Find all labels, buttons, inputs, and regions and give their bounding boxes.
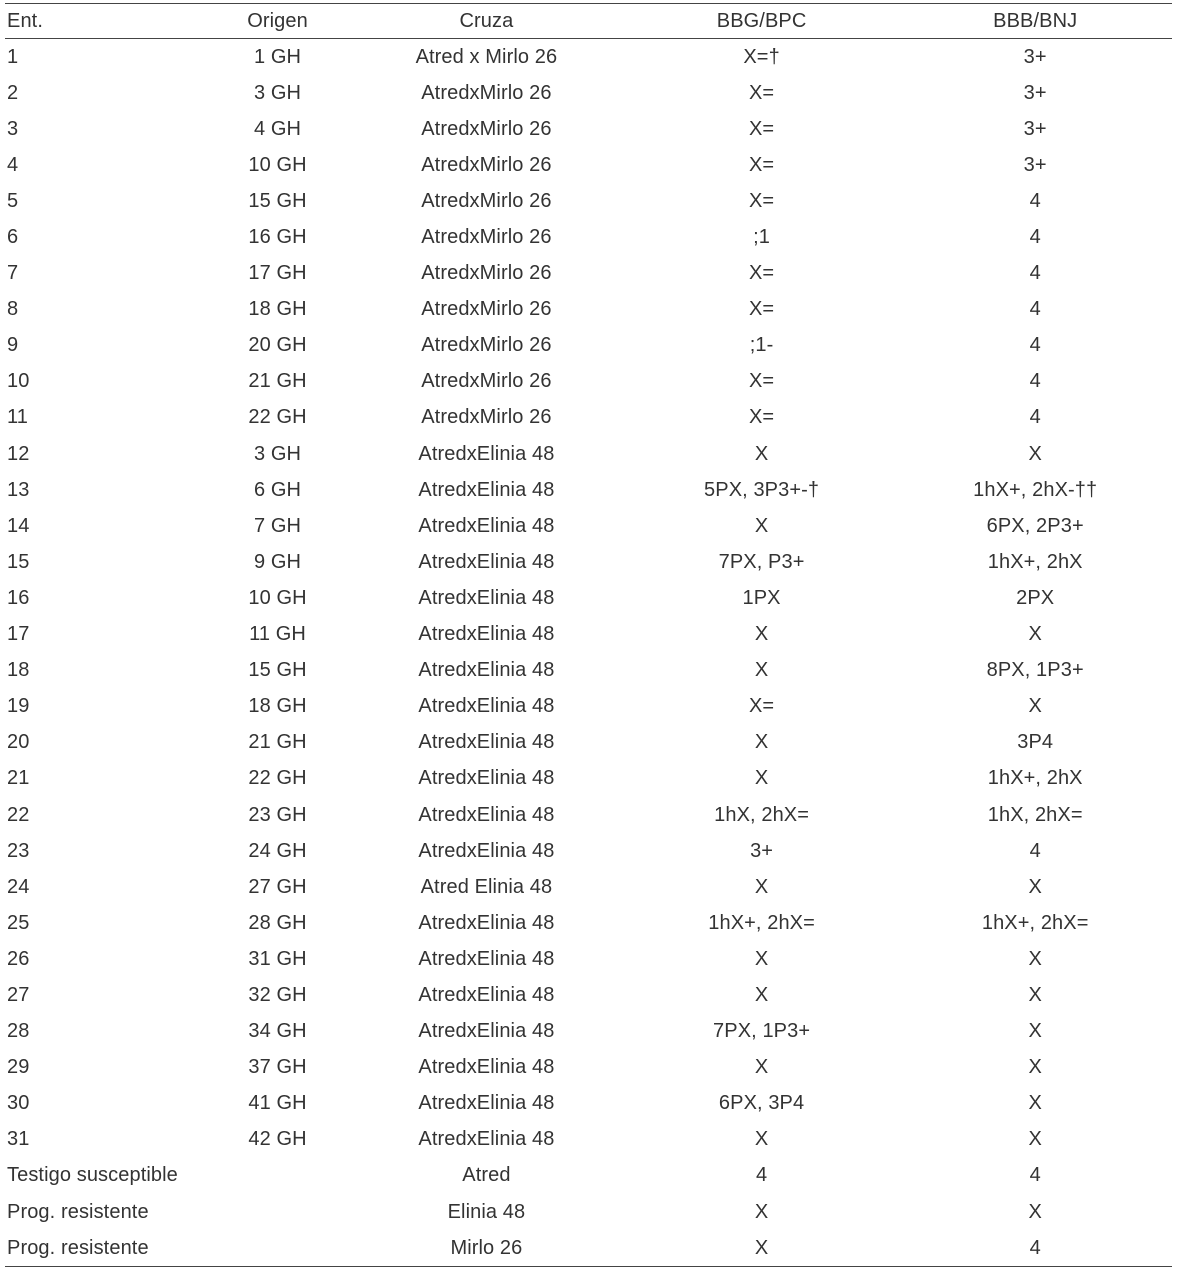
table-row [5, 725, 1172, 761]
cell-ent: 20 [7, 731, 30, 754]
cell-ent: 6 [7, 226, 19, 249]
cell-bbg-bpc: X= [748, 298, 775, 321]
cell-origen [207, 1230, 348, 1267]
cell-cruza: AtredxElinia 48 [418, 586, 555, 609]
cell-bbb-bnj: X [1028, 1020, 1042, 1043]
table-row [5, 111, 1172, 147]
cell-cruza: AtredxElinia 48 [418, 767, 555, 790]
cell-ent: 21 [7, 767, 30, 790]
cell-origen: 10 GH [248, 586, 307, 609]
cell-cruza: AtredxElinia 48 [418, 550, 555, 573]
table-row [5, 617, 1172, 653]
cell-origen: 10 GH [248, 153, 307, 176]
cell-origen: 27 GH [248, 875, 307, 898]
data-table-container [5, 3, 1172, 1267]
header-origen: Origen [247, 9, 308, 32]
cell-origen: 3 GH [253, 81, 302, 104]
cell-bbg-bpc: 3+ [750, 839, 774, 862]
cell-origen: 11 GH [249, 623, 306, 646]
cell-bbg-bpc: X= [748, 117, 775, 140]
cell-origen: 1 GH [253, 45, 302, 68]
cell-ent: 11 [7, 406, 28, 429]
cell-bbb-bnj: X [1028, 442, 1042, 465]
table-row [5, 941, 1172, 977]
data-table [5, 3, 1172, 1267]
cell-origen: 7 GH [253, 514, 302, 537]
cell-bbb-bnj: X [1028, 1200, 1042, 1223]
cell-ent: 23 [7, 839, 30, 862]
cell-origen: 17 GH [248, 262, 307, 285]
table-row [5, 183, 1172, 219]
cell-cruza: Atred x Mirlo 26 [415, 45, 558, 68]
cell-origen: 16 GH [248, 226, 307, 249]
cell-bbg-bpc: 1hX, 2hX= [714, 803, 810, 826]
table-row [5, 797, 1172, 833]
cell-cruza: AtredxMirlo 26 [421, 117, 552, 140]
cell-bbg-bpc: 4 [755, 1164, 768, 1187]
cell-cruza: Elinia 48 [447, 1200, 526, 1223]
cell-cruza: AtredxMirlo 26 [421, 262, 552, 285]
cell-origen: 15 GH [248, 659, 307, 682]
cell-cruza: AtredxElinia 48 [418, 731, 555, 754]
cell-ent: Prog. resistente [7, 1236, 149, 1259]
cell-cruza: AtredxMirlo 26 [421, 334, 552, 357]
cell-bbg-bpc: X [754, 983, 769, 1006]
cell-ent: 17 [7, 623, 30, 646]
cell-cruza: AtredxElinia 48 [418, 1056, 555, 1079]
cell-ent: 10 [7, 370, 30, 393]
cell-bbg-bpc: X [754, 767, 769, 790]
cell-ent: Prog. resistente [7, 1200, 149, 1223]
table-row [5, 761, 1172, 797]
table-row [5, 580, 1172, 616]
cell-origen: 21 GH [248, 370, 307, 393]
cell-cruza: AtredxElinia 48 [418, 1092, 555, 1115]
cell-bbb-bnj: 6PX, 2P3+ [986, 514, 1084, 537]
cell-cruza: AtredxElinia 48 [418, 911, 555, 934]
cell-bbb-bnj: X [1028, 695, 1042, 718]
cell-ent: 8 [7, 298, 19, 321]
cell-bbb-bnj: 1hX+, 2hX-†† [973, 478, 1098, 501]
cell-bbg-bpc: 6PX, 3P4 [718, 1092, 805, 1115]
cell-ent: 13 [7, 478, 30, 501]
cell-bbg-bpc: X= [748, 370, 775, 393]
table-body [5, 39, 1172, 1267]
cell-bbb-bnj: 3+ [1023, 153, 1047, 176]
cell-bbb-bnj: 1hX, 2hX= [987, 803, 1083, 826]
cell-bbb-bnj: 1hX+, 2hX= [981, 911, 1089, 934]
cell-origen: 23 GH [248, 803, 307, 826]
table-row [5, 869, 1172, 905]
header-bbb-bnj: BBB/BNJ [993, 9, 1078, 32]
table-row [5, 219, 1172, 255]
cell-ent: 30 [7, 1092, 30, 1115]
cell-bbb-bnj: 8PX, 1P3+ [986, 659, 1084, 682]
cell-cruza: AtredxElinia 48 [418, 695, 555, 718]
cell-bbg-bpc: X [754, 623, 769, 646]
cell-bbg-bpc: 5PX, 3P3+-† [704, 478, 820, 501]
cell-origen [207, 1194, 348, 1230]
cell-bbb-bnj: 1hX+, 2hX [987, 767, 1083, 790]
cell-ent: 27 [7, 983, 30, 1006]
table-row [5, 689, 1172, 725]
table-row [5, 544, 1172, 580]
cell-ent: 29 [7, 1056, 30, 1079]
cell-ent: 19 [7, 695, 30, 718]
cell-cruza: AtredxMirlo 26 [421, 226, 552, 249]
cell-bbb-bnj: 4 [1029, 334, 1041, 357]
cell-bbb-bnj: X [1028, 875, 1042, 898]
cell-bbb-bnj: 4 [1029, 262, 1041, 285]
table-row [5, 39, 1172, 76]
cell-cruza: AtredxElinia 48 [418, 803, 555, 826]
cell-origen: 18 GH [248, 298, 307, 321]
table-row [5, 905, 1172, 941]
cell-bbg-bpc: X [754, 731, 769, 754]
cell-origen: 41 GH [248, 1092, 307, 1115]
cell-ent: 31 [7, 1128, 30, 1151]
cell-cruza: AtredxMirlo 26 [421, 298, 552, 321]
cell-bbb-bnj: 4 [1029, 298, 1041, 321]
header-bbg-bpc: BBG/BPC [716, 9, 807, 32]
table-row [5, 472, 1172, 508]
cell-cruza: AtredxElinia 48 [418, 514, 555, 537]
cell-origen: 3 GH [253, 442, 302, 465]
cell-cruza: AtredxMirlo 26 [421, 81, 552, 104]
cell-origen: 9 GH [253, 550, 302, 573]
cell-bbb-bnj: 4 [1029, 370, 1041, 393]
cell-bbb-bnj: X [1028, 1056, 1042, 1079]
cell-origen: 22 GH [248, 767, 307, 790]
cell-bbb-bnj: 4 [1029, 189, 1041, 212]
cell-bbb-bnj: 1hX+, 2hX [987, 550, 1083, 573]
cell-origen: 32 GH [248, 983, 307, 1006]
cell-cruza: AtredxElinia 48 [418, 1020, 555, 1043]
cell-bbg-bpc: X [754, 875, 769, 898]
cell-bbg-bpc: X [754, 442, 769, 465]
cell-origen: 34 GH [248, 1020, 307, 1043]
table-row [5, 436, 1172, 472]
cell-ent: 15 [7, 550, 30, 573]
cell-ent: 18 [7, 659, 30, 682]
cell-ent: 16 [7, 586, 30, 609]
cell-ent: Testigo susceptible [7, 1164, 178, 1187]
cell-cruza: Mirlo 26 [450, 1236, 523, 1259]
cell-bbb-bnj: X [1028, 947, 1042, 970]
table-row [5, 328, 1172, 364]
cell-bbg-bpc: X [754, 1200, 769, 1223]
cell-bbb-bnj: 4 [1029, 839, 1041, 862]
cell-cruza: AtredxElinia 48 [418, 623, 555, 646]
table-header [5, 4, 1172, 39]
cell-cruza: AtredxElinia 48 [418, 947, 555, 970]
cell-bbb-bnj: X [1028, 1128, 1042, 1151]
cell-ent: 28 [7, 1020, 30, 1043]
cell-ent: 26 [7, 947, 30, 970]
cell-origen: 42 GH [248, 1128, 307, 1151]
table-row [5, 1086, 1172, 1122]
cell-ent: 1 [7, 45, 19, 68]
cell-bbg-bpc: X [754, 947, 769, 970]
cell-bbg-bpc: X= [748, 153, 775, 176]
cell-origen: 20 GH [248, 334, 307, 357]
cell-bbb-bnj: 3+ [1023, 117, 1047, 140]
cell-cruza: AtredxElinia 48 [418, 659, 555, 682]
cell-bbg-bpc: 7PX, P3+ [718, 550, 805, 573]
header-row [5, 4, 1172, 39]
cell-cruza: AtredxElinia 48 [418, 442, 555, 465]
table-row [5, 977, 1172, 1013]
cell-ent: 5 [7, 189, 19, 212]
cell-bbg-bpc: X [754, 659, 769, 682]
cell-bbg-bpc: X [754, 514, 769, 537]
cell-ent: 14 [7, 514, 30, 537]
cell-bbb-bnj: 3P4 [1017, 731, 1054, 754]
cell-bbg-bpc: X= [748, 81, 775, 104]
cell-ent: 12 [7, 442, 30, 465]
cell-bbb-bnj: 4 [1029, 406, 1041, 429]
table-row [5, 1230, 1172, 1267]
cell-ent: 25 [7, 911, 30, 934]
cell-bbg-bpc: ;1 [753, 226, 771, 249]
cell-bbg-bpc: 1hX+, 2hX= [708, 911, 815, 934]
table-row [5, 147, 1172, 183]
cell-bbg-bpc: 1PX [742, 586, 781, 609]
cell-origen: 22 GH [248, 406, 307, 429]
header-ent: Ent. [7, 9, 43, 32]
table-row [5, 364, 1172, 400]
cell-bbg-bpc: X [754, 1236, 769, 1259]
cell-bbb-bnj: X [1028, 983, 1042, 1006]
cell-ent: 7 [7, 262, 19, 285]
cell-origen: 28 GH [248, 911, 307, 934]
cell-bbb-bnj: 4 [1029, 1236, 1041, 1259]
table-row [5, 1050, 1172, 1086]
table-row [5, 292, 1172, 328]
cell-cruza: AtredxMirlo 26 [421, 153, 552, 176]
table-row [5, 833, 1172, 869]
cell-cruza: AtredxMirlo 26 [421, 370, 552, 393]
cell-bbg-bpc: X= [748, 262, 775, 285]
cell-cruza: AtredxMirlo 26 [421, 406, 552, 429]
cell-bbb-bnj: 3+ [1023, 81, 1047, 104]
cell-origen: 24 GH [248, 839, 307, 862]
cell-bbg-bpc: X [754, 1128, 769, 1151]
table-row [5, 1194, 1172, 1230]
table-row [5, 75, 1172, 111]
header-cruza: Cruza [459, 9, 514, 32]
cell-bbb-bnj: 4 [1029, 1164, 1041, 1187]
cell-origen: 4 GH [253, 117, 302, 140]
cell-origen: 6 GH [253, 478, 302, 501]
cell-cruza: Atred Elinia 48 [420, 875, 553, 898]
cell-origen: 37 GH [248, 1056, 307, 1079]
cell-ent: 4 [7, 153, 19, 176]
cell-cruza: AtredxMirlo 26 [421, 189, 552, 212]
cell-cruza: AtredxElinia 48 [418, 1128, 555, 1151]
cell-ent: 9 [7, 334, 19, 357]
table-row [5, 1158, 1172, 1194]
cell-cruza: AtredxElinia 48 [418, 983, 555, 1006]
cell-ent: 2 [7, 81, 19, 104]
cell-bbg-bpc: X [754, 1056, 769, 1079]
cell-bbg-bpc: ;1- [749, 334, 774, 357]
cell-bbg-bpc: X= [748, 189, 775, 212]
cell-cruza: AtredxElinia 48 [418, 478, 555, 501]
table-row [5, 653, 1172, 689]
table-row [5, 1014, 1172, 1050]
cell-cruza: AtredxElinia 48 [418, 839, 555, 862]
table-row [5, 1122, 1172, 1158]
cell-bbg-bpc: X=† [743, 45, 780, 68]
cell-origen: 31 GH [248, 947, 307, 970]
cell-bbg-bpc: X= [748, 695, 775, 718]
cell-bbb-bnj: 4 [1029, 226, 1041, 249]
cell-cruza: Atred [462, 1164, 511, 1187]
cell-bbb-bnj: X [1028, 623, 1042, 646]
cell-ent: 22 [7, 803, 30, 826]
cell-ent: 24 [7, 875, 30, 898]
cell-ent: 3 [7, 117, 19, 140]
cell-bbb-bnj: 3+ [1023, 45, 1047, 68]
cell-origen: 21 GH [248, 731, 307, 754]
cell-bbb-bnj: 2PX [1016, 586, 1055, 609]
cell-bbb-bnj: X [1028, 1092, 1042, 1115]
table-row [5, 508, 1172, 544]
table-row [5, 400, 1172, 436]
cell-bbg-bpc: X= [748, 406, 775, 429]
cell-bbg-bpc: 7PX, 1P3+ [713, 1020, 811, 1043]
cell-origen [207, 1158, 348, 1194]
cell-origen: 15 GH [248, 189, 307, 212]
table-row [5, 256, 1172, 292]
cell-origen: 18 GH [248, 695, 307, 718]
